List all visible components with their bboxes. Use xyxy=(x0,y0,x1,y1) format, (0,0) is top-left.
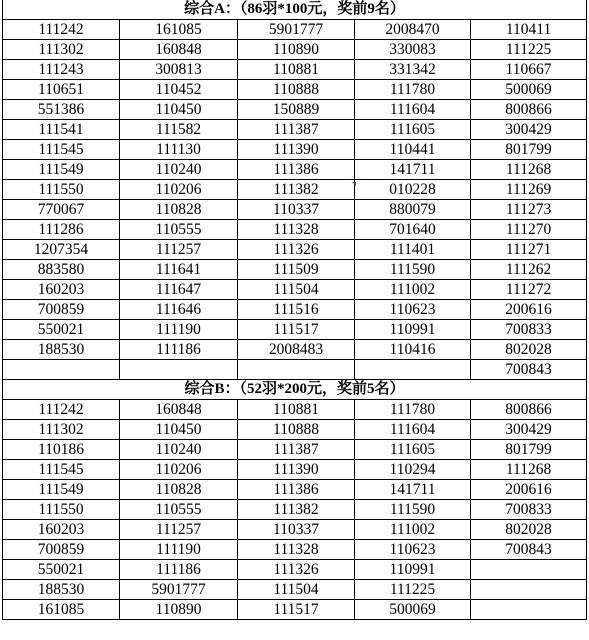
table-cell[interactable]: 110416 xyxy=(355,340,471,360)
table-cell[interactable]: 110450 xyxy=(120,100,238,120)
table-cell[interactable]: 200616 xyxy=(471,480,587,500)
table-cell[interactable]: 110240 xyxy=(120,440,238,460)
table-cell[interactable]: 110555 xyxy=(120,500,238,520)
table-cell[interactable]: 111002 xyxy=(355,280,471,300)
table-cell[interactable]: 111604 xyxy=(355,100,471,120)
table-cell[interactable]: 700859 xyxy=(3,300,120,320)
table-row xyxy=(3,360,587,380)
table-cell[interactable]: 188530 xyxy=(3,340,120,360)
table-cell[interactable]: 111242 xyxy=(3,400,120,420)
table-cell[interactable]: 110881 xyxy=(238,60,355,80)
table-cell[interactable]: 700859 xyxy=(3,540,120,560)
table-cell[interactable]: 111273 xyxy=(471,200,587,220)
section-a-title[interactable]: 综合A：（86羽*100元，奖前9名） xyxy=(3,0,587,20)
table-row xyxy=(3,20,587,40)
table-cell[interactable]: 700843 xyxy=(471,540,587,560)
table-cell[interactable]: 111550 xyxy=(3,180,120,200)
table-cell[interactable]: 161085 xyxy=(120,20,238,40)
table-cell[interactable]: 111780 xyxy=(355,400,471,420)
table-row xyxy=(3,60,587,80)
table-cell[interactable]: 110240 xyxy=(120,160,238,180)
table-cell[interactable]: 111590 xyxy=(355,260,471,280)
table-cell[interactable]: 550021 xyxy=(3,320,120,340)
table-cell[interactable]: 2008470 xyxy=(355,20,471,40)
table-row xyxy=(3,40,587,60)
table-cell[interactable]: 111504 xyxy=(238,280,355,300)
table-cell[interactable]: 5901777 xyxy=(120,580,238,600)
table-cell[interactable]: 110890 xyxy=(120,600,238,620)
table-cell[interactable]: 111387 xyxy=(238,440,355,460)
table-cell[interactable]: 880079 xyxy=(355,200,471,220)
section-a-header-row xyxy=(3,0,587,20)
table-row xyxy=(3,300,587,320)
table-cell[interactable]: 110206 xyxy=(120,460,238,480)
table-row xyxy=(3,320,587,340)
table-cell[interactable]: 111272 xyxy=(471,280,587,300)
table-cell[interactable]: 111268 xyxy=(471,160,587,180)
table-cell[interactable]: 110623 xyxy=(355,540,471,560)
table-cell[interactable]: 111386 xyxy=(238,480,355,500)
table-row xyxy=(3,220,587,240)
table-cell[interactable]: 700833 xyxy=(471,500,587,520)
table-cell[interactable]: 111590 xyxy=(355,500,471,520)
table-cell[interactable] xyxy=(471,600,587,620)
table-row xyxy=(3,540,587,560)
table-cell[interactable] xyxy=(471,580,587,600)
table-cell[interactable]: 160848 xyxy=(120,400,238,420)
table-cell[interactable]: 110828 xyxy=(120,200,238,220)
table-cell[interactable]: 111517 xyxy=(238,320,355,340)
table-cell[interactable]: 800866 xyxy=(471,400,587,420)
table-row xyxy=(3,460,587,480)
table-cell[interactable]: 110828 xyxy=(120,480,238,500)
table-cell[interactable]: 160203 xyxy=(3,520,120,540)
table-row xyxy=(3,500,587,520)
table-cell[interactable]: 110441 xyxy=(355,140,471,160)
table-row xyxy=(3,340,587,360)
table-cell[interactable]: 111257 xyxy=(120,240,238,260)
table-cell[interactable]: 141711 xyxy=(355,160,471,180)
table-cell[interactable]: 111302 xyxy=(3,420,120,440)
table-cell[interactable]: 110452 xyxy=(120,80,238,100)
table-cell[interactable]: 111545 xyxy=(3,140,120,160)
table-cell[interactable]: 110991 xyxy=(355,320,471,340)
table-cell[interactable]: 110623 xyxy=(355,300,471,320)
table-cell[interactable]: 550021 xyxy=(3,560,120,580)
table-cell[interactable]: 111270 xyxy=(471,220,587,240)
table-row xyxy=(3,560,587,580)
table-cell[interactable]: 111641 xyxy=(120,260,238,280)
table-cell[interactable]: 160848 xyxy=(120,40,238,60)
table-row xyxy=(3,580,587,600)
table-cell[interactable]: 111326 xyxy=(238,240,355,260)
table-cell[interactable]: 111545 xyxy=(3,460,120,480)
table-cell[interactable]: 111582 xyxy=(120,120,238,140)
table-cell[interactable]: 111509 xyxy=(238,260,355,280)
table-cell[interactable]: 500069 xyxy=(471,80,587,100)
table-cell[interactable]: 111401 xyxy=(355,240,471,260)
sheet-body xyxy=(3,0,587,620)
table-cell[interactable] xyxy=(238,360,355,380)
table-cell[interactable]: 111382 xyxy=(238,180,355,200)
table-cell[interactable]: 110450 xyxy=(120,420,238,440)
table-cell[interactable]: 700833 xyxy=(471,320,587,340)
table-row xyxy=(3,180,587,200)
table-cell[interactable]: 330083 xyxy=(355,40,471,60)
table-row xyxy=(3,280,587,300)
table-cell[interactable]: 111286 xyxy=(3,220,120,240)
table-cell[interactable]: 110294 xyxy=(355,460,471,480)
table-cell[interactable]: 188530 xyxy=(3,580,120,600)
table-cell[interactable]: 110186 xyxy=(3,440,120,460)
table-cell[interactable]: 111225 xyxy=(355,580,471,600)
table-cell[interactable]: 111257 xyxy=(120,520,238,540)
table-cell[interactable]: 111605 xyxy=(355,120,471,140)
table-cell[interactable] xyxy=(471,560,587,580)
table-row xyxy=(3,260,587,280)
table-cell[interactable]: 111243 xyxy=(3,60,120,80)
table-cell[interactable]: 111002 xyxy=(355,520,471,540)
table-cell[interactable]: 800866 xyxy=(471,100,587,120)
table-row xyxy=(3,400,587,420)
table-cell[interactable]: 300429 xyxy=(471,120,587,140)
table-cell[interactable]: 111328 xyxy=(238,220,355,240)
table-cell[interactable]: 111190 xyxy=(120,320,238,340)
table-cell[interactable]: 010228 xyxy=(355,180,471,200)
table-cell[interactable]: 111390 xyxy=(238,140,355,160)
table-cell[interactable]: 111271 xyxy=(471,240,587,260)
table-row xyxy=(3,100,587,120)
table-cell[interactable] xyxy=(355,360,471,380)
table-cell[interactable]: 801799 xyxy=(471,140,587,160)
table-cell[interactable]: 111268 xyxy=(471,460,587,480)
table-cell[interactable]: 111225 xyxy=(471,40,587,60)
table-cell[interactable]: 111242 xyxy=(3,20,120,40)
table-cell[interactable]: 700843 xyxy=(471,360,587,380)
table-cell[interactable]: 111516 xyxy=(238,300,355,320)
table-cell[interactable]: 110411 xyxy=(471,20,587,40)
table-cell[interactable]: 111302 xyxy=(3,40,120,60)
table-cell[interactable]: 110206 xyxy=(120,180,238,200)
table-row xyxy=(3,520,587,540)
table-cell[interactable]: 1207354 xyxy=(3,240,120,260)
table-cell[interactable]: 110888 xyxy=(238,420,355,440)
table-cell[interactable]: 331342 xyxy=(355,60,471,80)
table-cell[interactable]: 111549 xyxy=(3,160,120,180)
section-b-title[interactable]: 综合B：（52羽*200元，奖前5名） xyxy=(3,380,587,400)
table-row xyxy=(3,420,587,440)
table-cell[interactable]: 802028 xyxy=(471,520,587,540)
table-cell[interactable]: 5901777 xyxy=(238,20,355,40)
table-cell[interactable]: 111647 xyxy=(120,280,238,300)
table-cell[interactable]: 111550 xyxy=(3,500,120,520)
table-cell[interactable]: 111269 xyxy=(471,180,587,200)
table-row xyxy=(3,160,587,180)
table-cell[interactable]: 161085 xyxy=(3,600,120,620)
table-cell[interactable]: 150889 xyxy=(238,100,355,120)
table-cell[interactable]: 2008483 xyxy=(238,340,355,360)
table-cell[interactable]: 701640 xyxy=(355,220,471,240)
table-row xyxy=(3,440,587,460)
table-cell[interactable]: 160203 xyxy=(3,280,120,300)
table-cell[interactable]: 551386 xyxy=(3,100,120,120)
table-row xyxy=(3,600,587,620)
table-row xyxy=(3,120,587,140)
table-cell[interactable]: 110888 xyxy=(238,80,355,100)
table-cell[interactable]: 111186 xyxy=(120,340,238,360)
table-cell[interactable]: 111517 xyxy=(238,600,355,620)
table-cell[interactable]: 200616 xyxy=(471,300,587,320)
table-cell[interactable]: 300813 xyxy=(120,60,238,80)
table-cell[interactable]: 111549 xyxy=(3,480,120,500)
table-row xyxy=(3,480,587,500)
table-cell[interactable]: 111328 xyxy=(238,540,355,560)
table-cell[interactable]: 110667 xyxy=(471,60,587,80)
table-cell[interactable]: 111541 xyxy=(3,120,120,140)
table-row xyxy=(3,240,587,260)
table-row xyxy=(3,200,587,220)
results-sheet xyxy=(2,0,587,620)
table-cell[interactable]: 110555 xyxy=(120,220,238,240)
table-cell[interactable]: 111387 xyxy=(238,120,355,140)
table-cell[interactable] xyxy=(3,360,120,380)
table-row xyxy=(3,140,587,160)
section-b-header-row xyxy=(3,380,587,400)
table-cell[interactable]: 883580 xyxy=(3,260,120,280)
table-cell[interactable]: 110337 xyxy=(238,520,355,540)
table-cell[interactable]: 111190 xyxy=(120,540,238,560)
table-cell[interactable]: 300429 xyxy=(471,420,587,440)
cell-comment-marker xyxy=(352,182,356,186)
table-cell[interactable]: 111605 xyxy=(355,440,471,460)
table-cell[interactable]: 111646 xyxy=(120,300,238,320)
table-cell[interactable]: 111326 xyxy=(238,560,355,580)
table-cell[interactable]: 801799 xyxy=(471,440,587,460)
table-cell[interactable]: 110337 xyxy=(238,200,355,220)
table-cell[interactable]: 111186 xyxy=(120,560,238,580)
table-cell[interactable]: 500069 xyxy=(355,600,471,620)
table-cell[interactable]: 111780 xyxy=(355,80,471,100)
table-cell[interactable]: 111604 xyxy=(355,420,471,440)
table-cell[interactable]: 110881 xyxy=(238,400,355,420)
table-cell[interactable]: 110651 xyxy=(3,80,120,100)
table-cell[interactable]: 110991 xyxy=(355,560,471,580)
table-cell[interactable]: 111382 xyxy=(238,500,355,520)
table-cell[interactable]: 802028 xyxy=(471,340,587,360)
table-cell[interactable]: 111504 xyxy=(238,580,355,600)
table-row xyxy=(3,80,587,100)
table-cell[interactable]: 111262 xyxy=(471,260,587,280)
table-cell[interactable] xyxy=(120,360,238,380)
table-cell[interactable]: 141711 xyxy=(355,480,471,500)
table-cell[interactable]: 770067 xyxy=(3,200,120,220)
table-cell[interactable]: 110890 xyxy=(238,40,355,60)
table-cell[interactable]: 111386 xyxy=(238,160,355,180)
table-cell[interactable]: 111390 xyxy=(238,460,355,480)
table-cell[interactable]: 111130 xyxy=(120,140,238,160)
